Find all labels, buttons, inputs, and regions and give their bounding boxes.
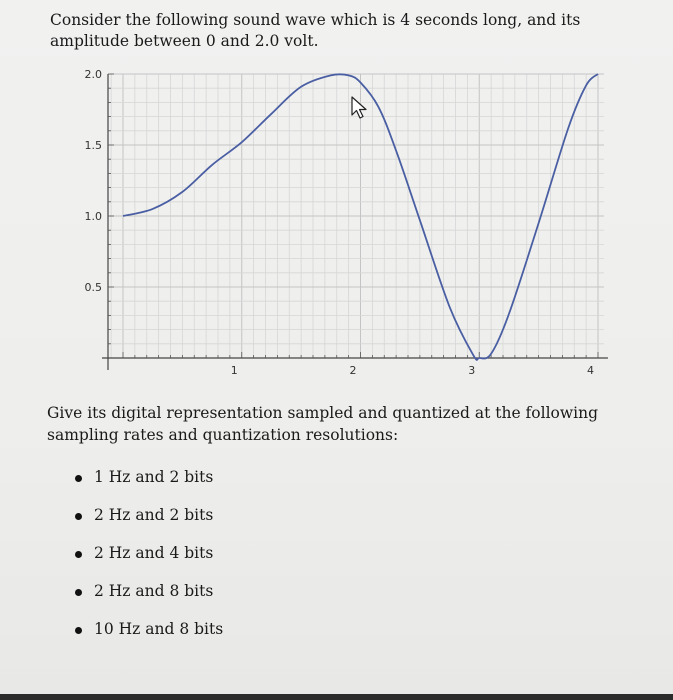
option-label: 10 Hz and 8 bits	[94, 620, 224, 638]
y-tick-label: 1.5	[84, 139, 102, 152]
list-item	[75, 620, 223, 658]
bullet-icon	[75, 551, 82, 558]
list-item	[75, 506, 223, 544]
sound-wave-chart	[60, 60, 620, 390]
option-label: 1 Hz and 2 bits	[94, 468, 214, 486]
x-tick-label: 2	[349, 364, 357, 377]
x-tick-label: 4	[587, 364, 594, 377]
option-label: 2 Hz and 8 bits	[94, 582, 214, 600]
rate-list	[75, 468, 223, 658]
option-label: 2 Hz and 2 bits	[94, 506, 214, 524]
y-tick-label: 1.0	[84, 210, 102, 223]
x-tick-label: 3	[468, 364, 476, 377]
question-text: Give its digital representation sampled and quantized at the following sampling rates and quantization resolutions:	[47, 404, 598, 444]
y-tick-label: 0.5	[84, 281, 102, 294]
list-item	[75, 582, 223, 620]
option-label: 2 Hz and 4 bits	[94, 544, 214, 562]
list-item	[75, 544, 223, 582]
bottom-edge	[0, 694, 673, 700]
x-tick-label: 1	[230, 364, 238, 377]
list-item	[75, 468, 223, 506]
bullet-icon	[75, 627, 82, 634]
chart-ticks	[85, 68, 595, 377]
intro-text: Consider the following sound wave which is 4 seconds long, and its amplitude between 0 and 2.0 volt.	[50, 11, 581, 50]
bullet-icon	[75, 513, 82, 520]
bullet-icon	[75, 475, 82, 482]
y-tick-label: 2.0	[84, 68, 102, 81]
mouse-cursor-icon	[350, 95, 372, 121]
bullet-icon	[75, 589, 82, 596]
